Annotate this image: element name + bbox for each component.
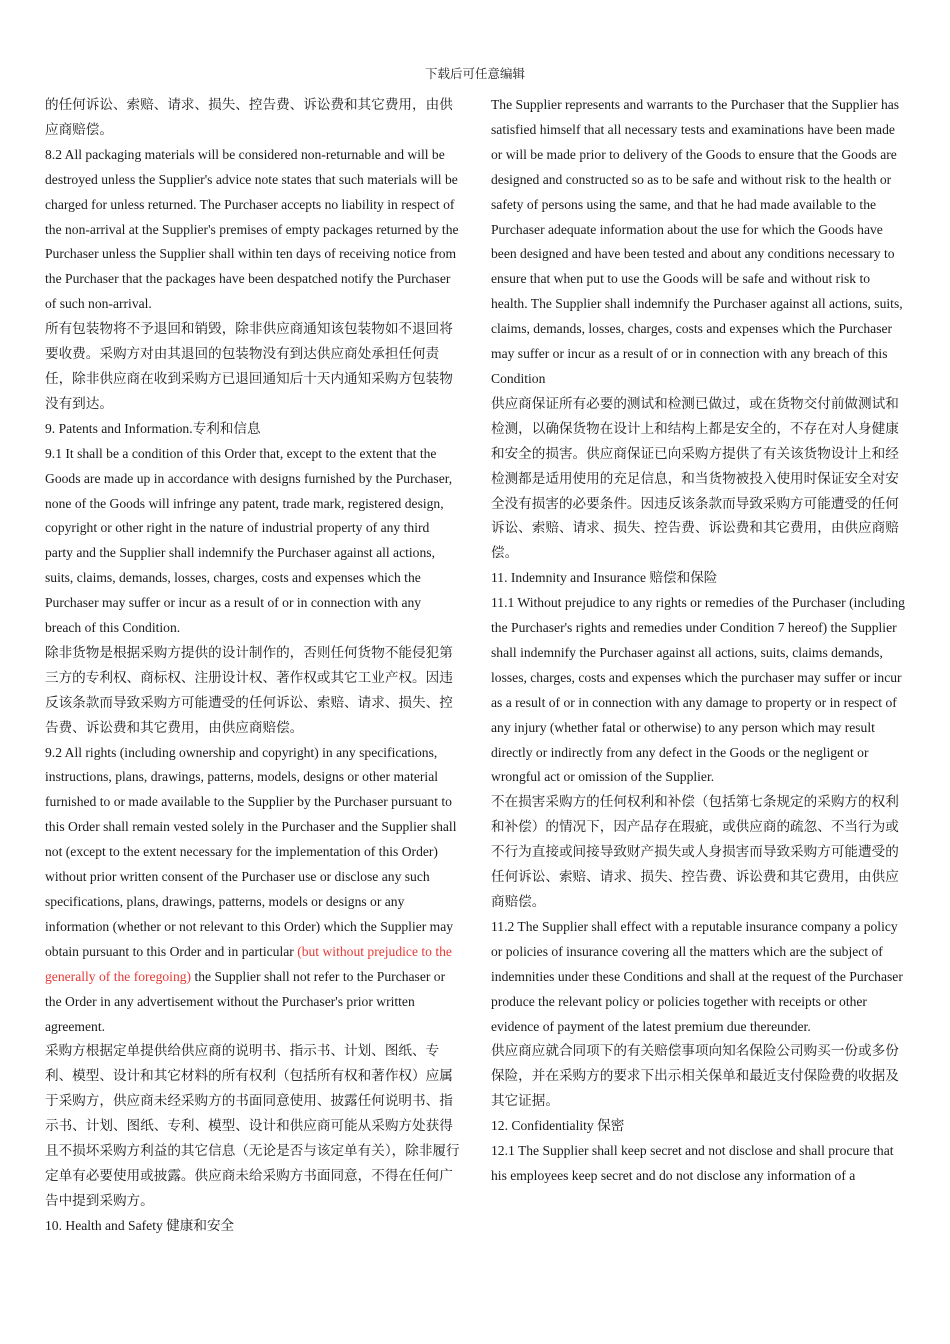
paragraph-9-1-cn: 除非货物是根据采购方提供的设计制作的，否则任何货物不能侵犯第三方的专利权、商标权、注册设计权、著作权或其它工业产权。因违反该条款而导致采购方可能遭受的任何诉讼、索赔、请求、损失、控告费、诉讼费和其它费用，由供应商赔偿。 — [45, 644, 453, 735]
paragraph-9-1-en: 9.1 It shall be a condition of this Order that, except to the extent that the Goods are made up in accordance with designs furnished by the Purchaser, none of the Goods will infringe any patent, trade mark, registered design, copyright or other right in the nature of industrial property of any third party and the Supplier shall indemnify the Purchaser against all actions, suits, claims, demands, losses, charges, costs and expenses which the Purchaser may suffer or incur as a result of or in connection with any breach of this Condition. — [45, 445, 453, 636]
paragraph-11-1-en: 11.1 Without prejudice to any rights or remedies of the Purchaser (including the Purchaser's rights and remedies under Condition 7 hereof) the Supplier shall indemnify the Purchaser against all actions, suits, claims demands, losses, charges, costs and expenses which the purchaser may suffer or incur as a result of or in connection with any damage to property or in respect of any injury (whether fatal or otherwise) to any person which may result directly or indirectly from any defect in the Goods or the negligent or wrongful act or omission of the Supplier. — [491, 595, 905, 785]
highlighted-clause: (but without prejudice to the generally of the foregoing) — [45, 943, 452, 984]
paragraph-10-en: The Supplier represents and warrants to the Purchaser that the Supplier has satisfied himself that all necessary tests and examinations have been made or will be made prior to delivery of the Goods to ensure that the Goods are designed and constructed so as to be safe and without risk to the health or safety of persons using the same, and that he had made available to the Purchaser adequate information about the use for which the Goods have been designed and have been tested and about any conditions necessary to ensure that when put to use the Goods will be safe and without risk to health. The Supplier shall indemnify the Purchaser against all actions, suits, claims, demands, losses, charges, costs and expenses which the Purchaser may suffer or incur as a result of or in connection with any breach of this Condition — [491, 97, 903, 386]
heading-section-10: 10. Health and Safety 健康和安全 — [45, 1217, 235, 1233]
paragraph-8-2-cn: 所有包装物将不予退回和销毁，除非供应商通知该包装物如不退回将要收费。采购方对由其退回的包装物没有到达供应商处承担任何责任，除非供应商在收到采购方已退回通知后十天内通知采购方包装物没有到达。 — [45, 321, 453, 411]
paragraph-9-2-en-start: 9.2 All rights (including ownership and copyright) in any specifications, instructions, plans, drawings, patterns, models, designs or other material furnished to or made available to the Supplier by the Purchaser pursuant to this Order shall remain vested solely in the Purchaser and the Supplier shall not (except to the extent necessary for the implementation of this Order) without prior written consent of the Purchaser use or disclose any such specifications, plans, drawings, patterns, models or designs or any information (whether or not relevant to this Order) which the Supplier may obtain pursuant to this Order and in particular — [45, 744, 457, 959]
heading-section-11: 11. Indemnity and Insurance 赔偿和保险 — [491, 570, 718, 586]
paragraph-8-1-cn-tail: 的任何诉讼、索赔、请求、损失、控告费、诉讼费和其它费用，由供应商赔偿。 — [45, 97, 453, 137]
paragraph-12-1-en: 12.1 The Supplier shall keep secret and not disclose and shall procure that his employees keep secret and do not disclose any information of a — [491, 1143, 894, 1183]
heading-section-9: 9. Patents and Information.专利和信息 — [45, 420, 261, 436]
paragraph-9-2-en — [45, 741, 460, 1040]
heading-section-12: 12. Confidentiality 保密 — [491, 1118, 625, 1134]
paragraph-11-2-cn: 供应商应就合同项下的有关赔偿事项向知名保险公司购买一份或多份保险，并在采购方的要求下出示相关保单和最近支付保险费的收据及其它证据。 — [491, 1043, 899, 1109]
paragraph-9-2-en-end: the Supplier shall not refer to the Purchaser or the Order in any advertisement without the Purchaser's prior written agreement. — [45, 968, 446, 1034]
right-column — [491, 93, 906, 1189]
paragraph-8-2-en: 8.2 All packaging materials will be considered non-returnable and will be destroyed unless the Supplier's advice note states that such materials will be charged for unless returned. The Purchaser accepts no liability in respect of the non-arrival at the Supplier's premises of empty packages returned by the Purchaser unless the Supplier shall within ten days of receiving notice from the Purchaser that the packages have been despatched notify the Purchaser of such non-arrival. — [45, 146, 459, 312]
paragraph-11-2-en: 11.2 The Supplier shall effect with a reputable insurance company a policy or policies of insurance covering all the matters which are the subject of indemnities under these Conditions and shall at the request of the Purchaser produce the relevant policy or policies together with receipts or other evidence of payment of the latest premium due thereunder. — [491, 918, 903, 1034]
left-column — [45, 93, 460, 1239]
paragraph-11-1-cn: 不在损害采购方的任何权利和补偿（包括第七条规定的采购方的权利和补偿）的情况下，因产品存在瑕疵，或供应商的疏忽、不当行为或不行为直接或间接导致财产损失或人身损害而导致采购方可能遭受的任何诉讼、索赔、请求、损失、控告费、诉讼费和其它费用，由供应商赔偿。 — [491, 794, 899, 909]
paragraph-9-2-cn: 采购方根据定单提供给供应商的说明书、指示书、计划、图纸、专利、模型、设计和其它材料的所有权利（包括所有权和著作权）应属于采购方，供应商未经采购方的书面同意使用、披露任何说明书、指示书、计划、图纸、专利、模型、设计和供应商可能从采购方处获得且不损坏采购方利益的其它信息（无论是否与该定单有关），除非履行定单有必要使用或披露。供应商未给采购方书面同意，不得在任何广告中提到采购方。 — [45, 1043, 460, 1208]
paragraph-10-cn: 供应商保证所有必要的测试和检测已做过，或在货物交付前做测试和检测，以确保货物在设计上和结构上都是安全的，不存在对人身健康和安全的损害。供应商保证已向采购方提供了有关该货物设计上和经检测都是适用使用的充足信息，和当货物被投入使用时保证安全对安全没有损害的必要条件。因违反该条款而导致采购方可能遭受的任何诉讼、索赔、请求、损失、控告费、诉讼费和其它费用，由供应商赔偿。 — [491, 395, 899, 561]
page-header: 下载后可任意编辑 — [424, 67, 525, 81]
